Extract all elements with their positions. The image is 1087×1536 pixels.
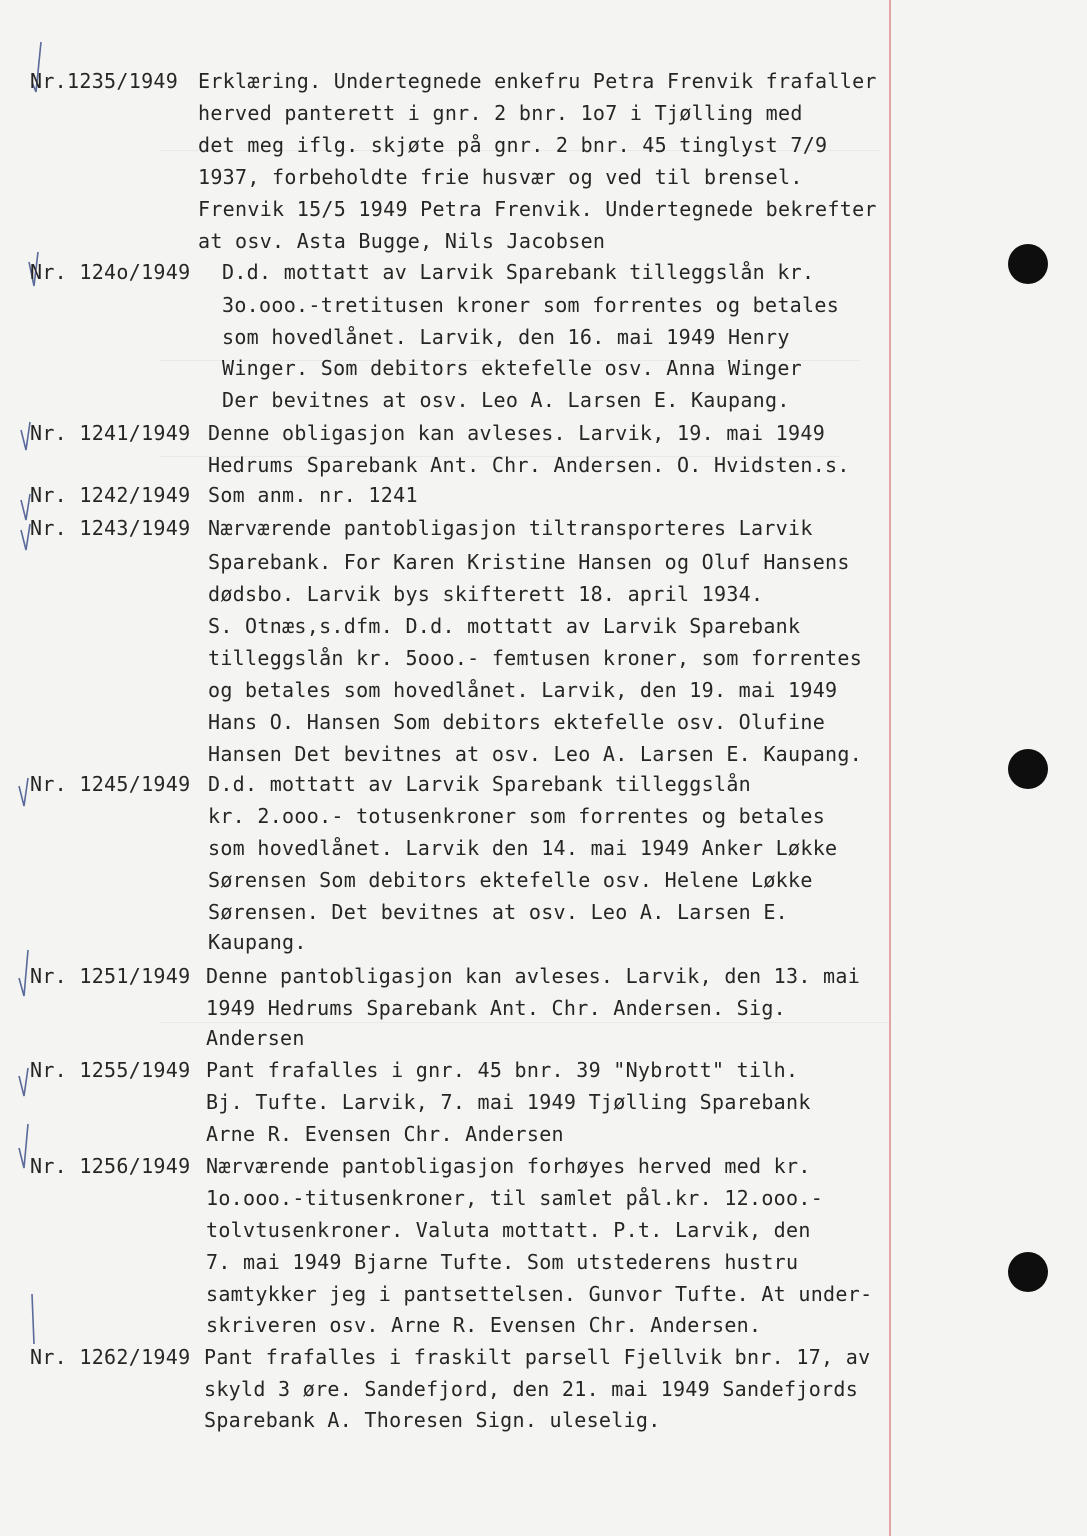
- entry-line: D.d. mottatt av Larvik Sparebank tilleggslån: [208, 772, 752, 796]
- entry-number: Nr. 1251/1949: [30, 964, 191, 988]
- entry-line: Winger. Som debitors ektefelle osv. Anna Winger: [222, 356, 803, 380]
- entry-number: Nr. 1262/1949: [30, 1345, 191, 1369]
- entry-line: dødsbo. Larvik bys skifterett 18. april 1934.: [208, 582, 764, 606]
- punch-hole: [1008, 244, 1048, 284]
- entry-line: samtykker jeg i pantsettelsen. Gunvor Tufte. At under-: [206, 1282, 873, 1306]
- margin-rule: [889, 0, 891, 1536]
- entry-line: Pant frafalles i gnr. 45 bnr. 39 "Nybrott" tilh.: [206, 1058, 799, 1082]
- entry-line: Sparebank A. Thoresen Sign. uleselig.: [204, 1408, 661, 1432]
- entry-number: Nr.1235/1949: [30, 69, 179, 93]
- entry-line: Sørensen. Det bevitnes at osv. Leo A. Larsen E.: [208, 900, 789, 924]
- punch-hole: [1008, 749, 1048, 789]
- punch-hole: [1008, 1252, 1048, 1292]
- entry-number: Nr. 1256/1949: [30, 1154, 191, 1178]
- entry-number: Nr. 1242/1949: [30, 483, 191, 507]
- entry-line: som hovedlånet. Larvik, den 16. mai 1949 Henry: [222, 325, 790, 349]
- entry-number: Nr. 1241/1949: [30, 421, 191, 445]
- entry-line: tilleggslån kr. 5ooo.- femtusen kroner, som forrentes: [208, 646, 863, 670]
- entry-line: 1937, forbeholdte frie husvær og ved til brensel.: [198, 165, 803, 189]
- entry-line: skriveren osv. Arne R. Evensen Chr. Andersen.: [206, 1313, 762, 1337]
- entry-line: Sparebank. For Karen Kristine Hansen og Oluf Hansens: [208, 550, 850, 574]
- entry-line: Der bevitnes at osv. Leo A. Larsen E. Kaupang.: [222, 388, 790, 412]
- entry-line: Nærværende pantobligasjon tiltransporteres Larvik: [208, 516, 813, 540]
- entry-line: tolvtusenkroner. Valuta mottatt. P.t. Larvik, den: [206, 1218, 811, 1242]
- entry-line: 1o.ooo.-titusenkroner, til samlet pål.kr. 12.ooo.-: [206, 1186, 824, 1210]
- entry-line: Sørensen Som debitors ektefelle osv. Helene Løkke: [208, 868, 813, 892]
- entry-number: Nr. 124o/1949: [30, 260, 191, 284]
- entry-line: D.d. mottatt av Larvik Sparebank tilleggslån kr.: [222, 260, 815, 284]
- entry-line: Denne obligasjon kan avleses. Larvik, 19. mai 1949: [208, 421, 826, 445]
- entry-line: Hans O. Hansen Som debitors ektefelle osv. Olufine: [208, 710, 826, 734]
- entry-number: Nr. 1255/1949: [30, 1058, 191, 1082]
- entry-line: Bj. Tufte. Larvik, 7. mai 1949 Tjølling Sparebank: [206, 1090, 811, 1114]
- entry-line: 1949 Hedrums Sparebank Ant. Chr. Andersen. Sig.: [206, 996, 787, 1020]
- entry-line: 7. mai 1949 Bjarne Tufte. Som utstederens hustru: [206, 1250, 799, 1274]
- entry-number: Nr. 1245/1949: [30, 772, 191, 796]
- entry-line: det meg iflg. skjøte på gnr. 2 bnr. 45 tinglyst 7/9: [198, 133, 828, 157]
- entry-line: skyld 3 øre. Sandefjord, den 21. mai 1949 Sandefjords: [204, 1377, 859, 1401]
- entry-line: Andersen: [206, 1026, 305, 1050]
- entry-line: Pant frafalles i fraskilt parsell Fjellvik bnr. 17, av: [204, 1345, 871, 1369]
- entry-line: Hedrums Sparebank Ant. Chr. Andersen. O. Hvidsten.s.: [208, 453, 850, 477]
- entry-line: Erklæring. Undertegnede enkefru Petra Frenvik frafaller: [198, 69, 877, 93]
- entry-line: herved panterett i gnr. 2 bnr. 1o7 i Tjølling med: [198, 101, 803, 125]
- entry-line: Kaupang.: [208, 930, 307, 954]
- check-mark-icon: [26, 1290, 42, 1346]
- entry-line: at osv. Asta Bugge, Nils Jacobsen: [198, 229, 606, 253]
- entry-line: Nærværende pantobligasjon forhøyes herved med kr.: [206, 1154, 811, 1178]
- entry-number: Nr. 1243/1949: [30, 516, 191, 540]
- entry-line: Denne pantobligasjon kan avleses. Larvik, den 13. mai: [206, 964, 861, 988]
- entry-line: Frenvik 15/5 1949 Petra Frenvik. Undertegnede bekrefter: [198, 197, 877, 221]
- entry-line: 3o.ooo.-tretitusen kroner som forrentes og betales: [222, 293, 840, 317]
- entry-line: S. Otnæs,s.dfm. D.d. mottatt av Larvik Sparebank: [208, 614, 801, 638]
- entry-line: og betales som hovedlånet. Larvik, den 19. mai 1949: [208, 678, 838, 702]
- entry-line: kr. 2.ooo.- totusenkroner som forrentes og betales: [208, 804, 826, 828]
- entry-line: Som anm. nr. 1241: [208, 483, 418, 507]
- entry-line: Arne R. Evensen Chr. Andersen: [206, 1122, 564, 1146]
- entry-line: Hansen Det bevitnes at osv. Leo A. Larsen E. Kaupang.: [208, 742, 863, 766]
- entry-line: som hovedlånet. Larvik den 14. mai 1949 Anker Løkke: [208, 836, 838, 860]
